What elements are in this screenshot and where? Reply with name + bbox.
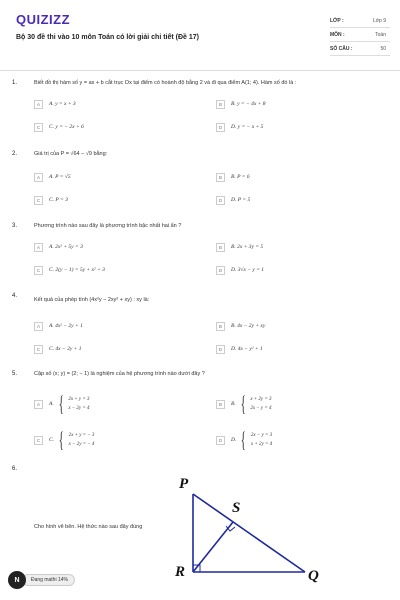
option-letter: B	[216, 322, 225, 331]
option-prefix: D.	[231, 437, 237, 443]
option-letter: C	[34, 345, 43, 354]
triangle-figure	[160, 466, 340, 586]
question-number: 5.	[12, 371, 18, 377]
option-text: D. P = 5	[231, 197, 251, 203]
label-r: R	[175, 564, 186, 580]
option-text: B. 2x + 3y = 5	[231, 244, 264, 250]
option-text: C. 2(y − 1) = 5y + x² + 3	[49, 267, 105, 273]
question-number: 6.	[12, 466, 18, 472]
label-p: P	[179, 476, 189, 492]
option-text: C. P = 3	[49, 197, 68, 203]
question-number: 2.	[12, 151, 18, 157]
logo: QUIZIZZ	[16, 12, 71, 27]
question-number: 1.	[12, 80, 18, 86]
equation-line: 2x + y = 3	[68, 397, 90, 402]
option-c[interactable]	[34, 121, 84, 133]
brace-icon: {	[240, 391, 246, 416]
equation-system	[231, 393, 272, 415]
option-letter: D	[216, 266, 225, 275]
option-letter: C	[34, 436, 43, 445]
option-text: D. 3√x − y = 1	[231, 267, 265, 273]
meta-value: 50	[380, 45, 386, 52]
option-b[interactable]	[216, 241, 263, 253]
option-a[interactable]	[34, 391, 90, 417]
option-letter: A	[34, 100, 43, 109]
label-s: S	[232, 500, 241, 516]
equation-system	[49, 393, 90, 415]
option-a[interactable]	[34, 320, 83, 332]
question-number: 3.	[12, 223, 18, 229]
option-d[interactable]	[216, 194, 250, 206]
brace-icon: {	[241, 427, 247, 452]
option-text: A. y = x + 3	[49, 101, 76, 107]
option-c[interactable]	[34, 194, 68, 206]
equation-line: x − 2y = 4	[68, 406, 90, 411]
equation-line: x − 2y = − 4	[68, 442, 95, 447]
meta-label: MÔN :	[330, 31, 345, 38]
question-number: 4.	[12, 293, 18, 299]
option-a[interactable]	[34, 171, 71, 183]
header-divider	[0, 70, 400, 71]
option-text: B. P = 6	[231, 174, 250, 180]
option-c[interactable]	[34, 264, 105, 276]
option-prefix: A.	[49, 401, 54, 407]
label-q: Q	[308, 568, 319, 584]
option-letter: D	[216, 196, 225, 205]
option-c[interactable]	[34, 343, 81, 355]
meta-value: Lớp 9	[372, 17, 386, 24]
meta-row-subject	[330, 28, 390, 42]
option-letter: C	[34, 123, 43, 132]
option-prefix: C.	[49, 437, 55, 443]
question-text: Kết quả của phép tính (4x²y − 2xy² + xy) : xy là:	[34, 297, 150, 303]
equation-system	[49, 429, 94, 451]
option-letter: B	[216, 400, 225, 409]
question-text: Biết đồ thị hàm số y = ax + b cắt trục Ox tại điểm có hoành độ bằng 2 và đi qua điểm A(1; 4). Hàm số đó là :	[34, 80, 297, 86]
meta-row-count	[330, 42, 390, 56]
question-text: Cho hình vẽ bên. Hệ thức nào sau đây đúng	[34, 524, 143, 530]
option-text: B. y = − 4x + 8	[231, 101, 266, 107]
meta-row-class	[330, 14, 390, 28]
option-a[interactable]	[34, 98, 76, 110]
equation-line: 2x − y = 4	[250, 406, 272, 411]
meta-label: SỐ CÂU :	[330, 45, 353, 52]
option-b[interactable]	[216, 171, 250, 183]
option-d[interactable]	[216, 427, 272, 453]
equation-line: 2x + y = − 3	[68, 433, 95, 438]
option-c[interactable]	[34, 427, 94, 453]
header	[0, 0, 400, 68]
equation-line: x + 2y = 4	[250, 442, 273, 447]
option-b[interactable]	[216, 391, 272, 417]
option-text: B. 4x − 2y + xy	[231, 323, 266, 329]
option-d[interactable]	[216, 121, 263, 133]
segment-pq	[193, 494, 305, 572]
equation-line: x + 2y = 3	[250, 397, 272, 402]
brace-icon: {	[58, 427, 64, 452]
option-letter: C	[34, 196, 43, 205]
option-text: D. 4x − y² + 1	[231, 346, 263, 352]
option-letter: B	[216, 243, 225, 252]
n-logo-icon: N	[8, 571, 26, 589]
option-letter: A	[34, 243, 43, 252]
option-d[interactable]	[216, 264, 264, 276]
question-text: Phương trình nào sau đây là phương trình bậc nhất hai ẩn ?	[34, 223, 182, 229]
progress-text: Đang mathi 14%	[22, 574, 75, 586]
option-letter: D	[216, 436, 225, 445]
option-d[interactable]	[216, 343, 263, 355]
option-letter: B	[216, 173, 225, 182]
equation-system	[231, 429, 272, 451]
question-text: Cặp số (x; y) = (2; − 1) là nghiệm của hệ phương trình nào dưới đây ?	[34, 371, 205, 377]
option-a[interactable]	[34, 241, 83, 253]
option-text: A. P = √5	[49, 174, 71, 180]
option-prefix: B.	[231, 401, 236, 407]
option-text: C. y = − 2x + 6	[49, 124, 84, 130]
meta-table	[330, 14, 390, 56]
meta-value: Toán	[375, 31, 386, 38]
equation-line: 2x − y = 3	[250, 433, 273, 438]
question-text: Giá trị của P = √64 − √9 bằng:	[34, 151, 108, 157]
option-b[interactable]	[216, 320, 265, 332]
option-letter: A	[34, 173, 43, 182]
option-letter: C	[34, 266, 43, 275]
brace-icon: {	[58, 391, 64, 416]
option-text: A. 2x² + 5y = 3	[49, 244, 83, 250]
option-b[interactable]	[216, 98, 266, 110]
option-letter: A	[34, 400, 43, 409]
option-letter: B	[216, 100, 225, 109]
option-letter: D	[216, 345, 225, 354]
document-title: Bộ 30 đề thi vào 10 môn Toán có lời giải chi tiết (Đề 17)	[16, 34, 199, 41]
meta-label: LỚP :	[330, 17, 344, 24]
option-text: C. 4x − 2y + 1	[49, 346, 82, 352]
option-text: A. 4x² − 2y + 1	[49, 323, 83, 329]
option-letter: D	[216, 123, 225, 132]
option-letter: A	[34, 322, 43, 331]
option-text: D. y = − x + 5	[231, 124, 264, 130]
progress-badge[interactable]	[8, 571, 75, 589]
